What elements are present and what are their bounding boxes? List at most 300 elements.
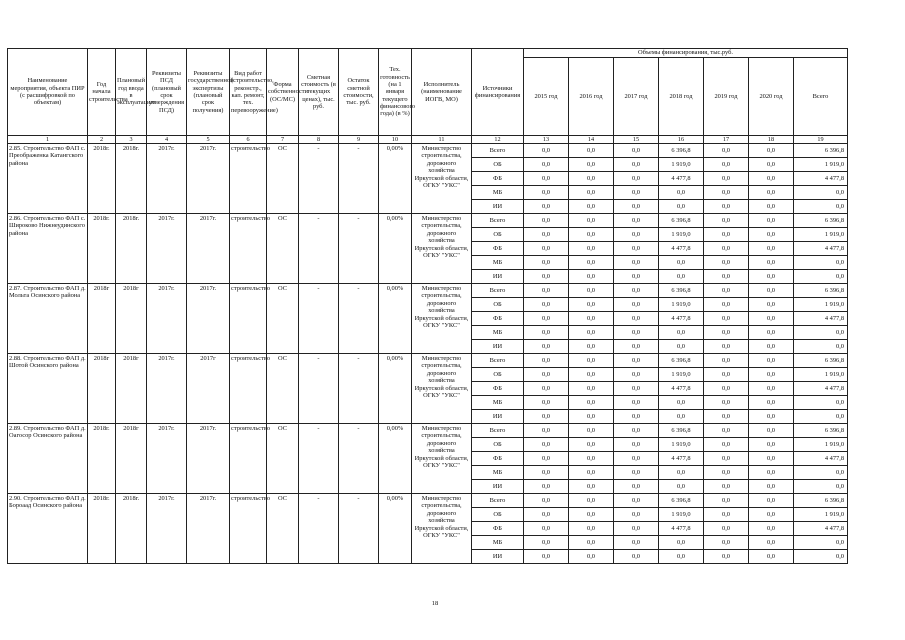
cell-funding-value: 0,0 — [704, 158, 749, 172]
cell-funding-total: 0,0 — [794, 536, 848, 550]
cell-funding-source: ФБ — [472, 382, 524, 396]
cell-funding-value: 0,0 — [569, 410, 614, 424]
column-number: 11 — [412, 136, 472, 144]
cell-funding-total: 4 477,8 — [794, 312, 848, 326]
cell-funding-value: 0,0 — [749, 158, 794, 172]
cell-funding-value: 0,0 — [614, 508, 659, 522]
cell-estimate: - — [299, 494, 339, 564]
column-number: 8 — [299, 136, 339, 144]
cell-start-year: 2018г. — [88, 144, 116, 214]
cell-funding-value: 0,0 — [614, 522, 659, 536]
cell-funding-value: 0,0 — [749, 228, 794, 242]
cell-remaining: - — [339, 214, 379, 284]
header-year: 2020 год — [749, 58, 794, 136]
cell-funding-value: 0,0 — [614, 214, 659, 228]
cell-funding-value: 0,0 — [569, 452, 614, 466]
cell-ownership: ОС — [267, 354, 299, 424]
cell-funding-value: 0,0 — [569, 326, 614, 340]
cell-funding-value: 0,0 — [569, 200, 614, 214]
column-number: 10 — [379, 136, 412, 144]
cell-funding-value: 0,0 — [524, 214, 569, 228]
cell-state-exam: 2017г. — [187, 494, 230, 564]
cell-funding-source: МБ — [472, 256, 524, 270]
cell-funding-value: 0,0 — [704, 382, 749, 396]
cell-funding-value: 0,0 — [614, 340, 659, 354]
cell-funding-value: 1 919,0 — [659, 368, 704, 382]
header-remaining: Остаток сметной стоимости, тыс. руб. — [339, 49, 379, 136]
cell-funding-source: ОБ — [472, 228, 524, 242]
financing-table — [7, 48, 848, 564]
header-year: 2017 год — [614, 58, 659, 136]
cell-plan-year: 2018г — [116, 284, 147, 354]
cell-funding-value: 0,0 — [704, 298, 749, 312]
column-number: 7 — [267, 136, 299, 144]
cell-funding-value: 0,0 — [569, 158, 614, 172]
table-row — [8, 284, 848, 298]
cell-funding-value: 4 477,8 — [659, 312, 704, 326]
cell-funding-value: 0,0 — [749, 284, 794, 298]
cell-funding-value: 0,0 — [749, 480, 794, 494]
cell-executor: Министерство строительства, дорожного хозяйства Иркутской области, ОГКУ "УКС" — [412, 494, 472, 564]
cell-funding-value: 0,0 — [569, 368, 614, 382]
cell-executor: Министерство строительства, дорожного хозяйства Иркутской области, ОГКУ "УКС" — [412, 214, 472, 284]
cell-funding-value: 0,0 — [704, 396, 749, 410]
cell-funding-value: 0,0 — [614, 424, 659, 438]
cell-funding-value: 0,0 — [569, 438, 614, 452]
cell-estimate: - — [299, 424, 339, 494]
cell-funding-source: Всего — [472, 284, 524, 298]
cell-funding-value: 0,0 — [524, 508, 569, 522]
cell-estimate: - — [299, 214, 339, 284]
cell-funding-value: 0,0 — [569, 214, 614, 228]
cell-state-exam: 2017г. — [187, 284, 230, 354]
cell-funding-value: 1 919,0 — [659, 158, 704, 172]
cell-funding-value: 0,0 — [704, 438, 749, 452]
cell-funding-total: 6 396,8 — [794, 144, 848, 158]
cell-remaining: - — [339, 354, 379, 424]
cell-funding-value: 0,0 — [569, 354, 614, 368]
cell-funding-value: 0,0 — [749, 270, 794, 284]
cell-funding-value: 0,0 — [704, 284, 749, 298]
cell-funding-total: 6 396,8 — [794, 214, 848, 228]
cell-funding-value: 0,0 — [524, 382, 569, 396]
cell-funding-value: 4 477,8 — [659, 452, 704, 466]
header-sources: Источники финансирования — [472, 49, 524, 136]
table-row — [8, 494, 848, 508]
cell-funding-value: 0,0 — [659, 466, 704, 480]
header-start-year: Год начала строительства — [88, 49, 116, 136]
cell-funding-total: 0,0 — [794, 410, 848, 424]
cell-funding-value: 0,0 — [659, 480, 704, 494]
column-number: 2 — [88, 136, 116, 144]
cell-funding-total: 6 396,8 — [794, 354, 848, 368]
cell-funding-value: 0,0 — [569, 270, 614, 284]
cell-funding-value: 0,0 — [704, 522, 749, 536]
cell-funding-value: 0,0 — [524, 438, 569, 452]
cell-funding-source: ФБ — [472, 522, 524, 536]
cell-funding-value: 0,0 — [524, 144, 569, 158]
table-body — [8, 144, 848, 564]
cell-psd: 2017г. — [147, 494, 187, 564]
cell-funding-value: 1 919,0 — [659, 228, 704, 242]
cell-funding-source: ИИ — [472, 270, 524, 284]
column-number: 9 — [339, 136, 379, 144]
cell-funding-value: 0,0 — [524, 536, 569, 550]
cell-funding-source: ОБ — [472, 158, 524, 172]
cell-funding-value: 0,0 — [614, 172, 659, 186]
column-number: 15 — [614, 136, 659, 144]
header-funding-group: Объемы финансирования, тыс.руб. — [524, 49, 848, 58]
cell-funding-value: 0,0 — [749, 452, 794, 466]
cell-remaining: - — [339, 144, 379, 214]
cell-funding-value: 1 919,0 — [659, 298, 704, 312]
cell-funding-total: 6 396,8 — [794, 284, 848, 298]
header-year: 2016 год — [569, 58, 614, 136]
cell-funding-value: 0,0 — [749, 396, 794, 410]
cell-funding-source: ИИ — [472, 550, 524, 564]
cell-funding-value: 0,0 — [659, 536, 704, 550]
cell-funding-value: 0,0 — [569, 172, 614, 186]
cell-ownership: ОС — [267, 214, 299, 284]
cell-funding-value: 0,0 — [659, 340, 704, 354]
cell-funding-value: 0,0 — [569, 550, 614, 564]
header-total: Всего — [794, 58, 848, 136]
cell-funding-value: 0,0 — [614, 466, 659, 480]
header-name: Наименование мероприятия, объекта ПИР (с расшифровкой по объектам) — [8, 49, 88, 136]
cell-psd: 2017г. — [147, 284, 187, 354]
cell-funding-value: 0,0 — [704, 410, 749, 424]
column-number: 3 — [116, 136, 147, 144]
cell-funding-value: 0,0 — [704, 494, 749, 508]
table-row — [8, 144, 848, 158]
cell-state-exam: 2017г — [187, 354, 230, 424]
cell-ownership: ОС — [267, 424, 299, 494]
cell-funding-value: 0,0 — [524, 480, 569, 494]
cell-funding-value: 0,0 — [749, 466, 794, 480]
cell-ownership: ОС — [267, 494, 299, 564]
table-row — [8, 424, 848, 438]
cell-funding-value: 0,0 — [569, 522, 614, 536]
table-row — [8, 354, 848, 368]
column-number: 16 — [659, 136, 704, 144]
cell-funding-value: 0,0 — [524, 200, 569, 214]
cell-plan-year: 2018г — [116, 424, 147, 494]
cell-work-type: строительство — [230, 214, 267, 284]
cell-funding-value: 0,0 — [524, 550, 569, 564]
cell-funding-value: 0,0 — [524, 424, 569, 438]
cell-funding-value: 0,0 — [704, 424, 749, 438]
header-psd: Реквизиты ПСД (плановый срок утверждения ПСД) — [147, 49, 187, 136]
cell-funding-value: 0,0 — [614, 536, 659, 550]
cell-executor: Министерство строительства, дорожного хозяйства Иркутской области, ОГКУ "УКС" — [412, 424, 472, 494]
cell-plan-year: 2018г. — [116, 214, 147, 284]
cell-plan-year: 2018г — [116, 354, 147, 424]
cell-funding-value: 4 477,8 — [659, 522, 704, 536]
cell-funding-value: 0,0 — [749, 186, 794, 200]
cell-funding-value: 0,0 — [614, 410, 659, 424]
cell-funding-total: 6 396,8 — [794, 494, 848, 508]
cell-funding-value: 0,0 — [614, 480, 659, 494]
cell-funding-source: ОБ — [472, 438, 524, 452]
cell-funding-value: 0,0 — [614, 158, 659, 172]
cell-funding-value: 0,0 — [659, 396, 704, 410]
cell-funding-value: 4 477,8 — [659, 382, 704, 396]
cell-funding-value: 0,0 — [614, 242, 659, 256]
cell-funding-value: 0,0 — [704, 242, 749, 256]
cell-state-exam: 2017г. — [187, 214, 230, 284]
cell-funding-total: 1 919,0 — [794, 438, 848, 452]
header-readiness: Тех. готовность (на 1 января текущего финансового года) (в %) — [379, 49, 412, 136]
cell-funding-value: 0,0 — [524, 270, 569, 284]
cell-remaining: - — [339, 494, 379, 564]
cell-funding-source: МБ — [472, 186, 524, 200]
cell-funding-value: 0,0 — [569, 312, 614, 326]
column-number: 5 — [187, 136, 230, 144]
cell-funding-value: 0,0 — [659, 410, 704, 424]
cell-ownership: ОС — [267, 144, 299, 214]
cell-funding-value: 0,0 — [704, 186, 749, 200]
cell-readiness: 0,00% — [379, 354, 412, 424]
cell-object-name: 2.90. Строительство ФАП д. Бороаад Осинского района — [8, 494, 88, 564]
cell-funding-total: 0,0 — [794, 270, 848, 284]
cell-funding-value: 0,0 — [749, 242, 794, 256]
cell-funding-value: 0,0 — [704, 354, 749, 368]
cell-funding-total: 1 919,0 — [794, 228, 848, 242]
column-number: 6 — [230, 136, 267, 144]
cell-funding-value: 0,0 — [569, 144, 614, 158]
cell-start-year: 2018г. — [88, 214, 116, 284]
header-year: 2015 год — [524, 58, 569, 136]
cell-funding-value: 6 396,8 — [659, 144, 704, 158]
cell-funding-source: ИИ — [472, 200, 524, 214]
cell-funding-value: 0,0 — [749, 522, 794, 536]
column-number: 1 — [8, 136, 88, 144]
cell-funding-value: 0,0 — [524, 326, 569, 340]
cell-funding-value: 0,0 — [659, 256, 704, 270]
cell-funding-source: ФБ — [472, 242, 524, 256]
cell-funding-value: 0,0 — [659, 326, 704, 340]
cell-funding-value: 0,0 — [569, 340, 614, 354]
cell-funding-value: 0,0 — [659, 186, 704, 200]
cell-funding-value: 0,0 — [704, 508, 749, 522]
header-ownership: Форма собственности (ОС/МС) — [267, 49, 299, 136]
cell-work-type: строительство — [230, 424, 267, 494]
cell-funding-value: 0,0 — [524, 354, 569, 368]
cell-funding-source: ОБ — [472, 508, 524, 522]
cell-funding-value: 0,0 — [704, 214, 749, 228]
header-work-type: Вид работ (строительство, реконстр., кап. ремонт, тех. перевооружение) — [230, 49, 267, 136]
cell-psd: 2017г. — [147, 214, 187, 284]
cell-funding-value: 0,0 — [704, 326, 749, 340]
cell-object-name: 2.87. Строительство ФАП д. Мольта Осинского района — [8, 284, 88, 354]
cell-funding-value: 0,0 — [614, 284, 659, 298]
cell-funding-value: 0,0 — [749, 200, 794, 214]
cell-funding-total: 4 477,8 — [794, 382, 848, 396]
cell-funding-source: ИИ — [472, 340, 524, 354]
cell-funding-total: 4 477,8 — [794, 242, 848, 256]
column-numbers-row — [8, 136, 848, 144]
cell-readiness: 0,00% — [379, 284, 412, 354]
cell-funding-value: 0,0 — [614, 396, 659, 410]
cell-funding-total: 4 477,8 — [794, 172, 848, 186]
cell-funding-source: МБ — [472, 466, 524, 480]
cell-object-name: 2.86. Строительство ФАП с. Широково Нижнеудинского района — [8, 214, 88, 284]
cell-funding-value: 6 396,8 — [659, 354, 704, 368]
cell-funding-value: 0,0 — [749, 536, 794, 550]
cell-plan-year: 2018г. — [116, 144, 147, 214]
cell-funding-value: 0,0 — [569, 494, 614, 508]
cell-start-year: 2018г — [88, 354, 116, 424]
cell-funding-total: 1 919,0 — [794, 508, 848, 522]
cell-readiness: 0,00% — [379, 144, 412, 214]
cell-funding-source: ИИ — [472, 480, 524, 494]
cell-estimate: - — [299, 284, 339, 354]
cell-funding-value: 0,0 — [614, 298, 659, 312]
column-number: 18 — [749, 136, 794, 144]
cell-funding-value: 0,0 — [749, 382, 794, 396]
cell-funding-value: 0,0 — [524, 284, 569, 298]
cell-funding-value: 0,0 — [749, 438, 794, 452]
cell-estimate: - — [299, 354, 339, 424]
cell-funding-value: 0,0 — [569, 298, 614, 312]
cell-funding-source: ФБ — [472, 452, 524, 466]
cell-funding-source: ОБ — [472, 368, 524, 382]
cell-funding-value: 0,0 — [524, 256, 569, 270]
cell-funding-total: 1 919,0 — [794, 158, 848, 172]
cell-funding-value: 6 396,8 — [659, 214, 704, 228]
cell-funding-value: 0,0 — [614, 270, 659, 284]
cell-funding-value: 0,0 — [524, 158, 569, 172]
cell-funding-source: МБ — [472, 536, 524, 550]
column-number: 12 — [472, 136, 524, 144]
cell-funding-value: 0,0 — [614, 228, 659, 242]
cell-funding-value: 0,0 — [704, 368, 749, 382]
cell-work-type: строительство — [230, 144, 267, 214]
header-state-exam: Реквизиты государственной экспертизы (плановый срок получения) — [187, 49, 230, 136]
cell-funding-value: 0,0 — [614, 312, 659, 326]
cell-funding-total: 0,0 — [794, 326, 848, 340]
cell-funding-total: 4 477,8 — [794, 452, 848, 466]
cell-funding-value: 0,0 — [749, 354, 794, 368]
column-number: 4 — [147, 136, 187, 144]
cell-funding-value: 0,0 — [569, 480, 614, 494]
cell-funding-value: 0,0 — [569, 466, 614, 480]
cell-funding-value: 0,0 — [524, 396, 569, 410]
cell-object-name: 2.85. Строительство ФАП с. Преображенка Катангского района — [8, 144, 88, 214]
header-executor: Исполнитель (наименование ИОГВ, МО) — [412, 49, 472, 136]
cell-funding-value: 0,0 — [569, 242, 614, 256]
cell-funding-value: 0,0 — [704, 452, 749, 466]
column-number: 17 — [704, 136, 749, 144]
cell-readiness: 0,00% — [379, 214, 412, 284]
cell-funding-value: 0,0 — [704, 480, 749, 494]
cell-funding-value: 0,0 — [749, 340, 794, 354]
cell-funding-value: 0,0 — [749, 494, 794, 508]
cell-funding-value: 0,0 — [749, 256, 794, 270]
cell-funding-total: 6 396,8 — [794, 424, 848, 438]
cell-funding-value: 0,0 — [749, 326, 794, 340]
cell-funding-total: 0,0 — [794, 396, 848, 410]
cell-funding-source: ОБ — [472, 298, 524, 312]
cell-state-exam: 2017г. — [187, 144, 230, 214]
cell-funding-total: 0,0 — [794, 466, 848, 480]
cell-plan-year: 2018г. — [116, 494, 147, 564]
cell-funding-value: 4 477,8 — [659, 172, 704, 186]
cell-funding-value: 0,0 — [569, 424, 614, 438]
cell-funding-total: 0,0 — [794, 186, 848, 200]
cell-funding-source: Всего — [472, 354, 524, 368]
cell-funding-value: 0,0 — [614, 200, 659, 214]
cell-funding-source: ФБ — [472, 172, 524, 186]
cell-funding-value: 0,0 — [524, 452, 569, 466]
cell-funding-source: Всего — [472, 144, 524, 158]
cell-funding-value: 0,0 — [569, 396, 614, 410]
cell-funding-value: 0,0 — [749, 550, 794, 564]
cell-funding-value: 0,0 — [749, 214, 794, 228]
cell-funding-value: 0,0 — [659, 270, 704, 284]
cell-funding-source: Всего — [472, 424, 524, 438]
cell-object-name: 2.88. Строительство ФАП д. Шотой Осинского района — [8, 354, 88, 424]
cell-funding-source: ФБ — [472, 312, 524, 326]
cell-readiness: 0,00% — [379, 424, 412, 494]
cell-funding-value: 0,0 — [614, 494, 659, 508]
cell-funding-value: 0,0 — [704, 200, 749, 214]
cell-funding-value: 0,0 — [704, 172, 749, 186]
cell-funding-value: 0,0 — [704, 270, 749, 284]
header-year: 2019 год — [704, 58, 749, 136]
page-number: 18 — [431, 600, 439, 607]
cell-funding-value: 0,0 — [524, 228, 569, 242]
cell-start-year: 2018г — [88, 284, 116, 354]
table-row — [8, 214, 848, 228]
cell-funding-value: 0,0 — [704, 466, 749, 480]
cell-state-exam: 2017г. — [187, 424, 230, 494]
cell-ownership: ОС — [267, 284, 299, 354]
cell-funding-value: 0,0 — [569, 186, 614, 200]
cell-funding-value: 0,0 — [704, 536, 749, 550]
cell-funding-value: 0,0 — [569, 382, 614, 396]
cell-funding-value: 0,0 — [704, 312, 749, 326]
cell-funding-total: 4 477,8 — [794, 522, 848, 536]
cell-funding-source: Всего — [472, 494, 524, 508]
cell-funding-value: 0,0 — [704, 256, 749, 270]
cell-psd: 2017г. — [147, 354, 187, 424]
cell-estimate: - — [299, 144, 339, 214]
cell-funding-value: 0,0 — [749, 368, 794, 382]
column-number: 14 — [569, 136, 614, 144]
cell-funding-value: 6 396,8 — [659, 284, 704, 298]
cell-psd: 2017г. — [147, 424, 187, 494]
cell-funding-value: 0,0 — [704, 340, 749, 354]
cell-remaining: - — [339, 424, 379, 494]
cell-funding-value: 0,0 — [524, 340, 569, 354]
cell-funding-value: 0,0 — [524, 522, 569, 536]
cell-work-type: строительство — [230, 354, 267, 424]
cell-start-year: 2018г. — [88, 424, 116, 494]
cell-funding-total: 0,0 — [794, 550, 848, 564]
cell-funding-value: 0,0 — [659, 550, 704, 564]
cell-funding-value: 0,0 — [749, 144, 794, 158]
cell-funding-value: 0,0 — [704, 228, 749, 242]
cell-funding-total: 0,0 — [794, 200, 848, 214]
cell-executor: Министерство строительства, дорожного хозяйства Иркутской области, ОГКУ "УКС" — [412, 144, 472, 214]
cell-funding-value: 0,0 — [569, 284, 614, 298]
cell-executor: Министерство строительства, дорожного хозяйства Иркутской области, ОГКУ "УКС" — [412, 284, 472, 354]
cell-psd: 2017г. — [147, 144, 187, 214]
cell-funding-value: 0,0 — [524, 298, 569, 312]
cell-funding-value: 0,0 — [524, 312, 569, 326]
cell-funding-value: 0,0 — [524, 242, 569, 256]
